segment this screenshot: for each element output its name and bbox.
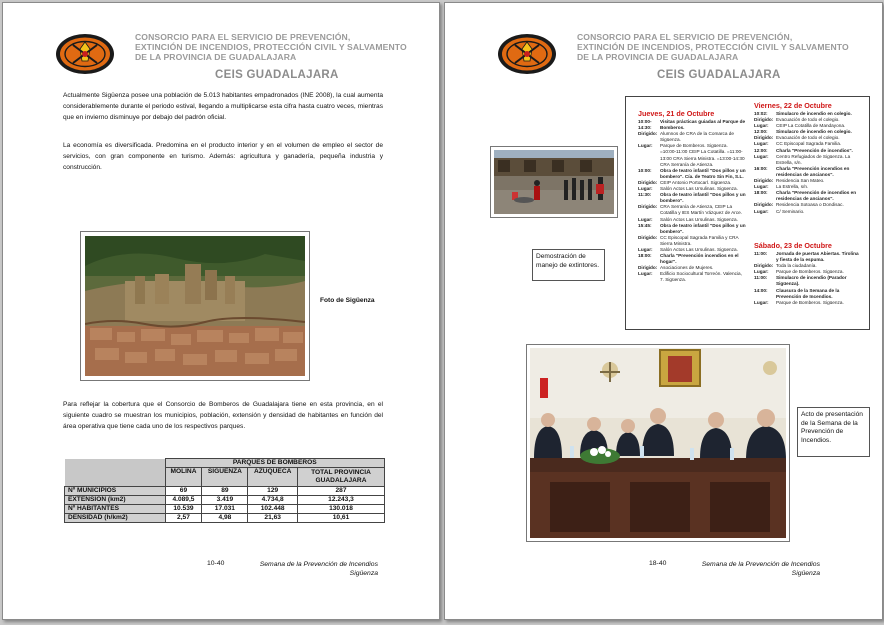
table-row: DENSIDAD (h/km2) 2,57 4,98 21,63 10,61 xyxy=(65,514,385,523)
schedule-entry xyxy=(638,204,746,216)
schedule-key: Dirigido: xyxy=(638,131,658,137)
ceis-logo xyxy=(55,33,115,75)
footer-title: Semana de la Prevención de Incendios Sigüenza xyxy=(701,561,820,577)
schedule-key xyxy=(638,149,660,167)
schedule-value: Parque de Bomberos. Sigüenza. xyxy=(776,269,844,275)
schedule-key: Dirigido: xyxy=(638,265,658,271)
schedule-value: Residencia Sotoasa o Dondisac. xyxy=(776,202,844,208)
table-corner xyxy=(65,459,166,487)
schedule-entry xyxy=(638,149,746,167)
schedule-entry xyxy=(638,131,746,143)
column-header: AZUQUECA xyxy=(248,468,298,487)
schedule-key: Lugar: xyxy=(638,216,653,222)
schedule-key: Lugar: xyxy=(638,186,653,192)
coverage-paragraph: Para reflejar la cobertura que el Consorcio de Bomberos de Guadalajara tiene en esta provincia, en el siguiente cuadro se muestran los municipios, población, extensión y densidad de habitantes en función del área operativa que tiene cada uno de los respectivos parques. xyxy=(63,401,383,430)
schedule-value: CRA Serranía de Atienza, CEIP La Cotatilla y IES Martín Vázquez de Arce. xyxy=(660,204,743,216)
schedule-value: Asociaciones de Mujeres. xyxy=(660,265,714,271)
schedule-value: Obra de teatro infantil "Dos pillos y un bombero". Cía. de Teatro Sin Fin, S.L. xyxy=(660,167,746,179)
schedule-entry xyxy=(754,251,862,263)
schedule-key: Lugar: xyxy=(638,246,653,252)
table-row: EXTENSION (km2) 4.089,5 3.419 4.734,8 12.243,3 xyxy=(65,496,385,505)
schedule-key: 10:02: xyxy=(754,111,768,116)
schedule-entry xyxy=(638,235,746,247)
schedule-key: Dirigido: xyxy=(754,117,774,123)
schedule-key: 16:00: xyxy=(754,165,768,171)
page-number: 18-40 xyxy=(649,560,667,567)
schedule-key: 11:00: xyxy=(754,275,768,281)
photo-caption: Foto de Sigüenza xyxy=(320,297,375,304)
schedule-entry xyxy=(754,275,862,287)
schedule-key: 10:00: xyxy=(638,167,652,173)
schedule-key: 15:45: xyxy=(638,222,652,228)
schedule-key: Lugar: xyxy=(754,123,769,129)
schedule-entry xyxy=(754,190,862,202)
schedule-value: CC Episcopal Sagrada Familia. xyxy=(776,141,842,147)
organization-name: CONSORCIO PARA EL SERVICIO DE PREVENCIÓN, EXTINCIÓN DE INCENDIOS, PROTECCIÓN CIVIL Y SALVAMENTO DE LA PROVINCIA DE GUADALAJARA xyxy=(577,32,849,62)
schedule-value: Obra de teatro infantil "Dos pillos y un bombero". xyxy=(660,192,746,204)
schedule-entry xyxy=(638,253,746,265)
extinguisher-demo-photo xyxy=(490,146,618,218)
document-subtitle: CEIS GUADALAJARA xyxy=(215,69,339,81)
schedule-value: Parque de Bomberos. Sigüenza. xyxy=(776,299,844,305)
schedule-key: Lugar: xyxy=(754,299,769,305)
organization-name: CONSORCIO PARA EL SERVICIO DE PREVENCIÓN, EXTINCIÓN DE INCENDIOS, PROTECCIÓN CIVIL Y SALVAMENTO DE LA PROVINCIA DE GUADALAJARA xyxy=(135,32,407,62)
schedule-entry xyxy=(754,154,862,166)
day3-schedule xyxy=(754,251,862,306)
schedule-key: Lugar: xyxy=(754,208,769,214)
document-subtitle: CEIS GUADALAJARA xyxy=(657,69,781,81)
schedule-key: Lugar: xyxy=(754,141,769,147)
presentation-photo xyxy=(526,344,790,542)
schedule-value: Salón Actos Las Ursulinas. Sigüenza. xyxy=(660,186,738,192)
schedule-key: 18:00: xyxy=(638,253,652,259)
schedule-entry xyxy=(754,166,862,178)
page-number: 10-40 xyxy=(207,560,225,567)
schedule-value: Simulacro de incendio (Parador Sigüenza). xyxy=(776,275,847,287)
schedule-value: CEIP La Cotatilla de Mandayona. xyxy=(776,123,846,129)
document-page-right xyxy=(444,2,883,620)
schedule-value: Charla "Prevención de incendios". xyxy=(776,147,853,153)
schedule-key: Dirigido: xyxy=(754,202,774,208)
table-row: Nº MUNICIPIOS 69 89 129 287 xyxy=(65,487,385,496)
schedule-value: Centro Refugiados de Sigüenza. La Estrella, s/n. xyxy=(776,153,851,165)
schedule-key: Dirigido: xyxy=(638,179,658,185)
day2-title: Viernes, 22 de Octubre xyxy=(754,101,832,110)
schedule-key: 11:00: xyxy=(754,251,768,256)
schedule-entry xyxy=(754,288,862,300)
schedule-value: Charla "Prevención incendios en residencias de ancianos". xyxy=(776,165,850,177)
schedule-key: Lugar: xyxy=(754,269,769,275)
event-program xyxy=(625,96,870,330)
population-paragraph: Actualmente Sigüenza posee una población de 5.013 habitantes empadronados (INE 2008), la cual aumenta considerablemente durante el periodo estival, llegando a multiplicarse esta cifra hasta cuatro veces, mientras que en invierno disminuye por debajo del padrón oficial. xyxy=(63,92,383,121)
schedule-value: Charla "Prevención incendios en el hogar". xyxy=(660,253,739,265)
schedule-value: Charla "Prevención de incendios en residencias de ancianos". xyxy=(776,190,857,202)
schedule-entry xyxy=(638,119,746,131)
photo1-caption: Demostración de manejo de extintores. xyxy=(532,249,605,281)
siguenza-photo xyxy=(80,231,310,381)
fire-stations-table xyxy=(64,458,385,523)
schedule-key: Lugar: xyxy=(638,271,653,277)
schedule-key: 12:00: xyxy=(754,147,768,153)
schedule-value: =10:00-11:00 CEIP La Cotatilla. =11:00-13:00 CRA Sierra Ministra. =13:00-14:30 CRA Serranía de Atienza. xyxy=(660,149,745,167)
schedule-value: Obra de teatro infantil "Dos pillos y un bombero". xyxy=(660,222,746,234)
schedule-key: Dirigido: xyxy=(638,234,658,240)
schedule-key: 12:00: xyxy=(754,129,768,135)
schedule-value: Simulacro de incendio en colegio. xyxy=(776,129,852,135)
schedule-value: Residencia San Mateo. xyxy=(776,178,825,184)
schedule-key: Dirigido: xyxy=(754,263,774,269)
schedule-key: Dirigido: xyxy=(754,135,774,141)
schedule-value: Edificio Sociocultural Torreón. Valencia, 7. Sigüenza. xyxy=(660,271,742,283)
column-header: MOLINA xyxy=(165,468,202,487)
schedule-value: Jornada de puertas Abiertas. Tirolina y fiesta de la espuma. xyxy=(776,251,859,263)
schedule-value: CEIP Antonio Portocarl. Sigüenza. xyxy=(660,179,732,185)
schedule-value: Clausura de la Semana de la Prevención de Incendios. xyxy=(776,287,840,299)
schedule-value: Alumnos de CRA de la Comarca de Sigüenza. xyxy=(660,131,734,143)
day2-schedule xyxy=(754,111,862,215)
schedule-value: Parque de Bomberos. Sigüenza. xyxy=(660,143,728,149)
schedule-value: Visitas prácticas guiadas al Parque de Bomberos. xyxy=(660,119,746,131)
schedule-key: Dirigido: xyxy=(754,178,774,184)
schedule-key: Lugar: xyxy=(754,184,769,190)
day1-schedule xyxy=(638,119,746,284)
photo2-caption: Acto de presentación de la Semana de la Prevención de Incendios. xyxy=(797,407,870,457)
schedule-value: Evacuación de todo el colegio. xyxy=(776,117,840,123)
schedule-value: C/ Seminario. xyxy=(776,208,805,214)
table-row: Nº HABITANTES 10.539 17.031 102.448 130.018 xyxy=(65,505,385,514)
schedule-key: 14:00: xyxy=(754,287,768,293)
schedule-value: Toda la ciudadanía. xyxy=(776,263,817,269)
schedule-value: Salón Actos Las Ursulinas. Sigüenza. xyxy=(660,216,738,222)
column-header: TOTAL PROVINCIA GUADALAJARA xyxy=(298,468,385,487)
schedule-entry xyxy=(638,168,746,180)
schedule-key: 10:00-14:30: xyxy=(638,119,652,131)
schedule-key: 11:30: xyxy=(638,192,652,198)
table-group-header: PARQUES DE BOMBEROS xyxy=(165,459,385,468)
schedule-key: Lugar: xyxy=(754,153,769,159)
schedule-entry xyxy=(638,271,746,283)
schedule-value: Salón Actos Las Ursulinas. Sigüenza. xyxy=(660,246,738,252)
schedule-entry xyxy=(754,300,862,306)
economy-paragraph: La economía es diversificada. Predomina en el producto interior y en el volumen de empleo el sector de servicios, con gran componente en turismo. Además: agricultura y ganadería, pequeña industria y construcción. xyxy=(63,142,383,171)
footer-title: Semana de la Prevención de Incendios Sigüenza xyxy=(259,561,378,577)
schedule-key: Lugar: xyxy=(638,143,653,149)
schedule-entry xyxy=(754,209,862,215)
schedule-value: CC Episcopal Sagrada Familia y CRA Sierra Ministra. xyxy=(660,234,739,246)
schedule-entry xyxy=(638,223,746,235)
column-header: SIGUENZA xyxy=(202,468,248,487)
day3-title: Sábado, 23 de Octubre xyxy=(754,241,832,250)
schedule-key: Dirigido: xyxy=(638,204,658,210)
day1-title: Jueves, 21 de Octubre xyxy=(638,109,715,118)
schedule-key: 18:00: xyxy=(754,190,768,196)
schedule-value: Simulacro de incendio en colegio. xyxy=(776,111,852,116)
ceis-logo xyxy=(497,33,557,75)
schedule-value: Evacuación de todo el colegio. xyxy=(776,135,840,141)
document-page-left xyxy=(2,2,440,620)
schedule-value: La Estrella, s/n. xyxy=(776,184,809,190)
schedule-entry xyxy=(638,192,746,204)
